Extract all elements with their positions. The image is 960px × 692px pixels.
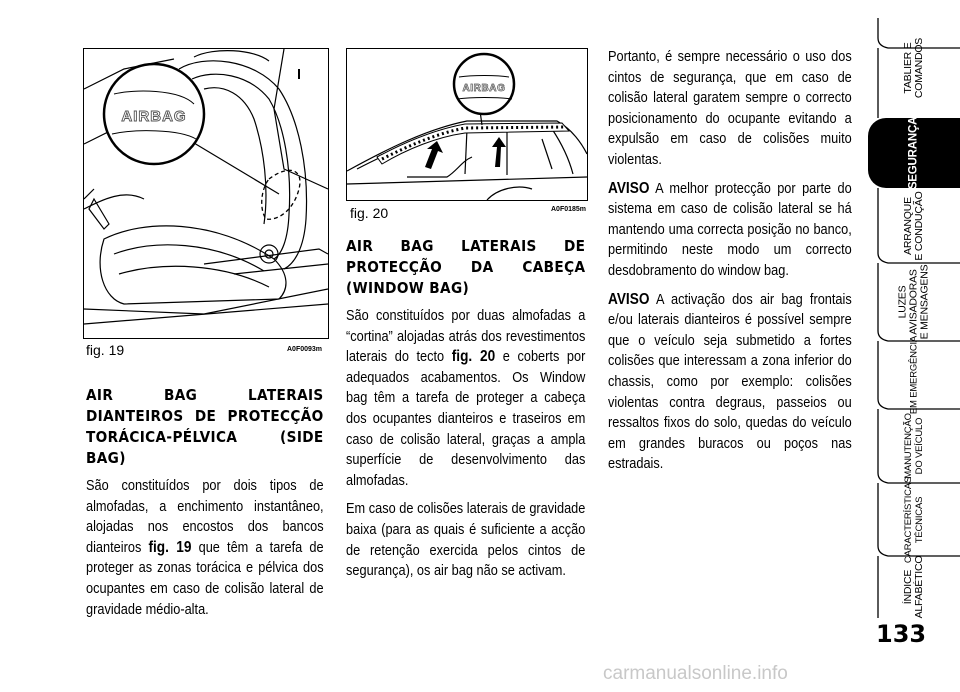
text-run: A melhor protecção por parte do sistema em caso de colisão lateral se há mantendo uma correcta posição no banco, permitindo neste modo um correcto desdobramento do window bag. [608,180,852,279]
text-run: que têm a tarefa de proteger as zonas torácica e pélvica dos ocupantes em caso de colisão lateral de gravidade médio-alta. [86,539,324,618]
paragraph-window-bag [346,306,585,491]
figure-19 [83,48,329,339]
tab-label: MANUTENÇÃO DO VEÍCULO [903,413,925,479]
warning-1-label: AVISO [608,179,650,197]
tab-indice[interactable] [868,556,960,618]
text-run: São constituídos por duas almofadas a “cortina” alojadas atrás dos revestimentos laterais do tecto [346,308,586,366]
tab-seguranca[interactable] [868,118,960,188]
fig20-reference: fig. 20 [451,348,496,366]
watermark: carmanualsonline.info [603,663,788,684]
tab-em-emergencia[interactable] [868,335,960,415]
fig19-reference: fig. 19 [148,538,192,556]
page-number: 133 [876,620,927,648]
tab-label: EM EMERGÊNCIA [908,335,920,415]
fig20-code: A0F0185m [551,206,587,213]
tab-arranque-conducao[interactable] [868,188,960,263]
warning-2 [608,290,852,475]
tab-tablier-comandos[interactable] [868,18,960,118]
warning-1 [608,179,852,282]
warning-2-label: AVISO [608,290,650,308]
figure-20 [346,48,588,201]
window-bag-illustration [347,49,587,200]
tab-luzes-avisadoras[interactable] [868,263,960,341]
text-run: e coberts por adequados acabamentos. Os Window bag têm a tarefa de proteger a cabeça dos ocupantes dianteiros e traseiros em caso de colisão lateral, graças a ampla superfície de desenvolvimento das almofadas. [346,349,586,489]
tab-label: LUZES AVISADORAS E MENSAGENS [896,264,931,340]
fig20-airbag-label: AIRBAG [462,83,506,94]
tab-manutencao[interactable] [868,409,960,483]
heading-window-bag: AIR BAG LATERAIS DE PROTECÇÃO DA CABEÇA (WINDOW BAG) [346,237,586,297]
tab-label: CARACTERÍSTICAS TÉCNICAS [903,476,925,563]
paragraph-low-severity: Em caso de colisões laterais de gravidade baixa (para as quais é suficiente a acção de retenção exercida pelos cintos de segurança), os air bag não se activam. [346,501,586,580]
tab-label: ÍNDICE ALFABÉTICO [902,555,925,619]
fig20-caption: fig. 20 [350,205,389,221]
paragraph-side-bag [86,476,324,620]
paragraph-seatbelts: Portanto, é sempre necessário o uso dos cintos de segurança, que em caso de colisão lateral garatem sempre o correcto posicionamento do ocupante evitando a expulsão em caso de colisões muito violentas. [608,49,852,168]
text-run: A activação dos air bag frontais e/ou laterais dianteiros é possível sempre que o veículo seja submetido a fortes colisões que interessam a zona inferior do chassis, como por exemplo: colisões violentas contra degraus, passeios ou ressaltos fixos do solo, quedas do veículo em grandes buracos ou poços nas estradais. [608,291,852,473]
fig19-caption: fig. 19 [86,342,125,358]
tab-label: SEGURANÇA [907,116,920,190]
fig19-airbag-label: AIRBAG [121,108,187,125]
text-run: São constituídos por dois tipos de almofadas, a enchimento instantâneo, alojadas nos encostos dos bancos dianteiros [86,478,324,556]
column-3 [608,47,852,483]
chapter-tabs [868,18,960,618]
fig19-code: A0F0093m [287,346,323,353]
column-1 [86,385,324,628]
tab-label: TABLIER E COMANDOS [902,37,925,99]
tab-caracteristicas[interactable] [868,476,960,563]
tab-label: ARRANQUE E CONDUÇÃO [902,190,925,261]
seat-airbag-illustration [84,49,328,338]
heading-side-bag: AIR BAG LATERAIS DIANTEIROS DE PROTECÇÃO TORÁCICA-PÉLVICA (SIDE BAG) [86,386,324,467]
column-2 [346,236,585,590]
